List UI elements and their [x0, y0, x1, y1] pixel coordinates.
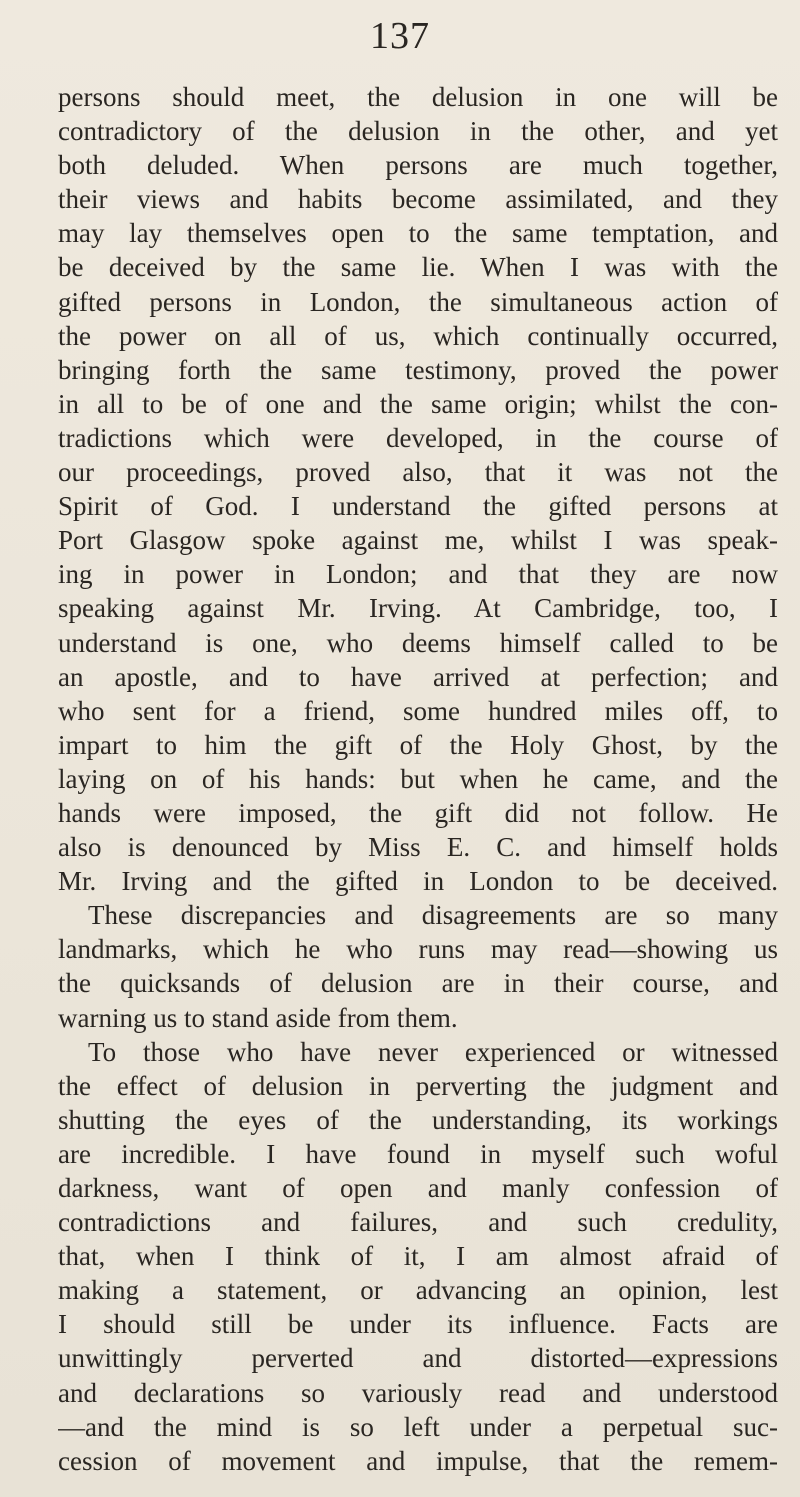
text-line: ing in power in London; and that they are now: [58, 559, 778, 590]
text-line: understand is one, who deems himself called to be: [58, 627, 778, 658]
text-line: contradictions and failures, and such credulity,: [58, 1207, 778, 1238]
text-line: tradictions which were developed, in the course of: [58, 422, 778, 453]
text-line: unwittingly perverted and distorted—expressions: [58, 1343, 778, 1374]
text-line: also is denounced by Miss E. C. and himself holds: [58, 832, 778, 863]
text-line: darkness, want of open and manly confession of: [58, 1173, 778, 1203]
text-line: gifted persons in London, the simultaneous action of: [58, 286, 778, 317]
body-text: [58, 80, 778, 1478]
text-line: hands were imposed, the gift did not follow. He: [58, 797, 778, 828]
text-line: both deluded. When persons are much together,: [58, 150, 778, 181]
text-line: laying on of his hands: but when he came, and the: [58, 763, 778, 794]
text-line: an apostle, and to have arrived at perfection; and: [58, 661, 778, 692]
text-line: shutting the eyes of the understanding, its workings: [58, 1104, 778, 1135]
text-line: are incredible. I have found in myself such woful: [58, 1138, 778, 1169]
text-line: These discrepancies and disagreements are so many: [88, 900, 778, 931]
text-line: landmarks, which he who runs may read—showing us: [58, 934, 778, 965]
page-number: 137: [370, 15, 430, 57]
text-line: contradictory of the delusion in the other, and yet: [58, 116, 778, 147]
text-line: To those who have never experienced or witnessed: [88, 1036, 778, 1067]
text-line: persons should meet, the delusion in one will be: [58, 82, 778, 112]
text-line: I should still be under its influence. Facts are: [58, 1309, 778, 1340]
text-line: their views and habits become assimilated, and they: [58, 184, 778, 215]
text-line: the power on all of us, which continually occurred,: [58, 320, 778, 351]
text-line: may lay themselves open to the same temptation, and: [58, 218, 778, 249]
text-line: and declarations so variously read and understood: [58, 1377, 778, 1408]
text-line: bringing forth the same testimony, proved the power: [58, 354, 778, 385]
text-line: Mr. Irving and the gifted in London to be deceived.: [58, 866, 778, 897]
text-line: cession of movement and impulse, that the remem-: [58, 1445, 778, 1476]
text-line: our proceedings, proved also, that it was not the: [58, 457, 778, 488]
text-line: the quicksands of delusion are in their course, and: [58, 968, 778, 999]
text-line: Spirit of God. I understand the gifted persons at: [58, 491, 778, 522]
text-line: impart to him the gift of the Holy Ghost, by the: [58, 729, 778, 760]
text-line: warning us to stand aside from them.: [58, 1002, 458, 1033]
text-line: —and the mind is so left under a perpetual suc-: [58, 1411, 778, 1442]
text-line: Port Glasgow spoke against me, whilst I was speak-: [58, 525, 778, 556]
text-line: that, when I think of it, I am almost afraid of: [58, 1241, 778, 1272]
text-line: making a statement, or advancing an opinion, lest: [58, 1275, 778, 1306]
text-line: the effect of delusion in perverting the judgment and: [58, 1070, 778, 1101]
text-line: in all to be of one and the same origin; whilst the con-: [58, 388, 778, 419]
text-line: be deceived by the same lie. When I was with the: [58, 252, 778, 283]
text-line: speaking against Mr. Irving. At Cambridge, too, I: [58, 593, 778, 624]
text-line: who sent for a friend, some hundred miles off, to: [58, 695, 778, 726]
